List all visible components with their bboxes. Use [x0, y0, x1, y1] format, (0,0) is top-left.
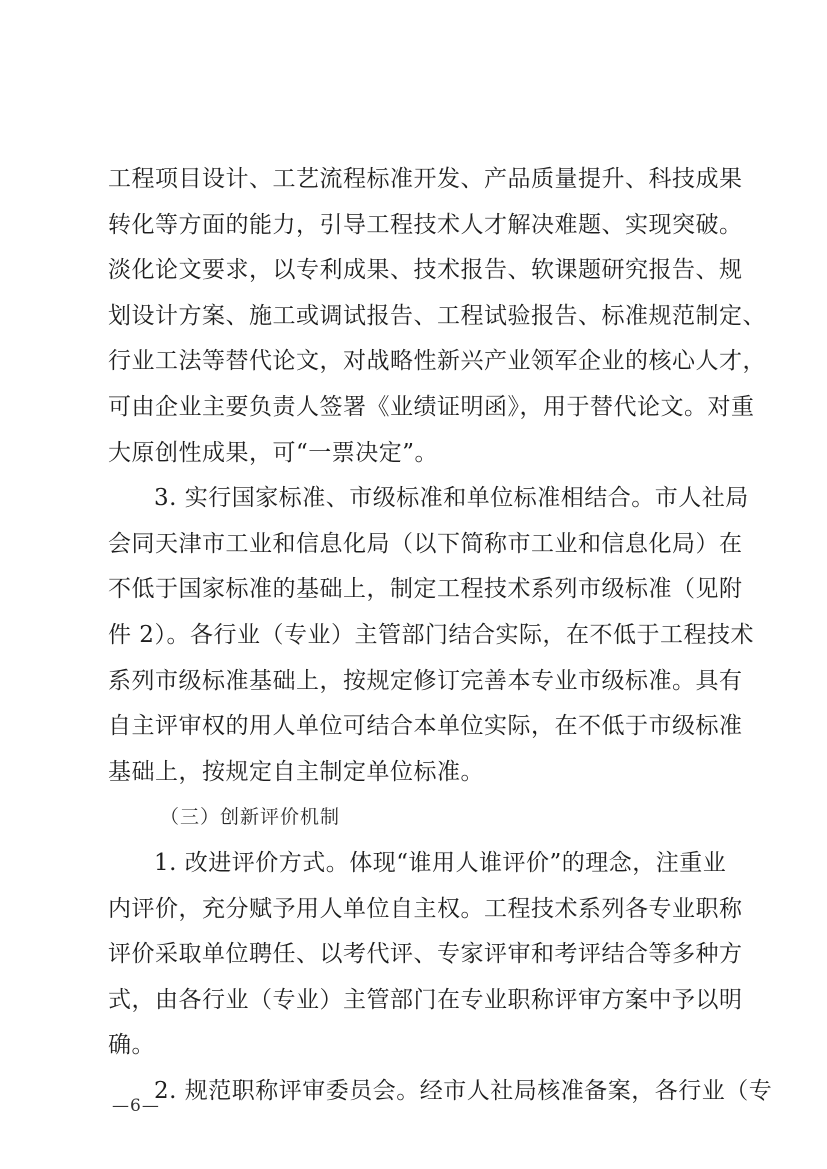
text-line: 转化等方面的能力，引导工程技术人才解决难题、实现突破。: [108, 211, 743, 238]
text-line: 会同天津市工业和信息化局（以下简称市工业和信息化局）在: [108, 530, 743, 557]
text-line: 自主评审权的用人单位可结合本单位实际，在不低于市级标准: [108, 713, 743, 740]
text-line: 基础上，按规定自主制定单位标准。: [108, 758, 484, 785]
text-line: 工程项目设计、工艺流程标准开发、产品质量提升、科技成果: [108, 166, 743, 192]
text-line: 大原创性成果，可“一票决定”。: [108, 439, 439, 466]
text-line: 3. 实行国家标准、市级标准和单位标准相结合。市人社局: [154, 485, 749, 512]
document-body: [108, 157, 773, 1114]
text-line: 评价采取单位聘任、以考代评、专家评审和考评结合等多种方: [108, 941, 743, 968]
text-line: 可由企业主要负责人签署《业绩证明函》，用于替代论文。对重: [108, 393, 755, 420]
text-line: 淡化论文要求，以专利成果、技术报告、软课题研究报告、规: [108, 257, 743, 284]
text-line: 2. 规范职称评审委员会。经市人社局核准备案，各行业（专: [154, 1077, 773, 1104]
text-line: 件 2）。各行业（专业）主管部门结合实际，在不低于工程技术: [108, 621, 754, 648]
text-line: 1. 改进评价方式。体现“谁用人谁评价”的理念，注重业: [154, 849, 727, 876]
text-line: 不低于国家标准的基础上，制定工程技术系列市级标准（见附: [108, 576, 743, 603]
text-line: 确。: [108, 1032, 155, 1059]
text-line: 内评价，充分赋予用人单位自主权。工程技术系列各专业职称: [108, 895, 743, 922]
page-number: —6—: [112, 1096, 160, 1116]
text-line: 式，由各行业（专业）主管部门在专业职称评审方案中予以明: [108, 986, 743, 1013]
text-line: 划设计方案、施工或调试报告、工程试验报告、标准规范制定、: [108, 302, 766, 329]
text-line: 行业工法等替代论文，对战略性新兴产业领军企业的核心人才，: [108, 348, 766, 375]
section-heading: （三）创新评价机制: [160, 806, 341, 829]
text-line: 系列市级标准基础上，按规定修订完善本专业市级标准。具有: [108, 667, 743, 694]
